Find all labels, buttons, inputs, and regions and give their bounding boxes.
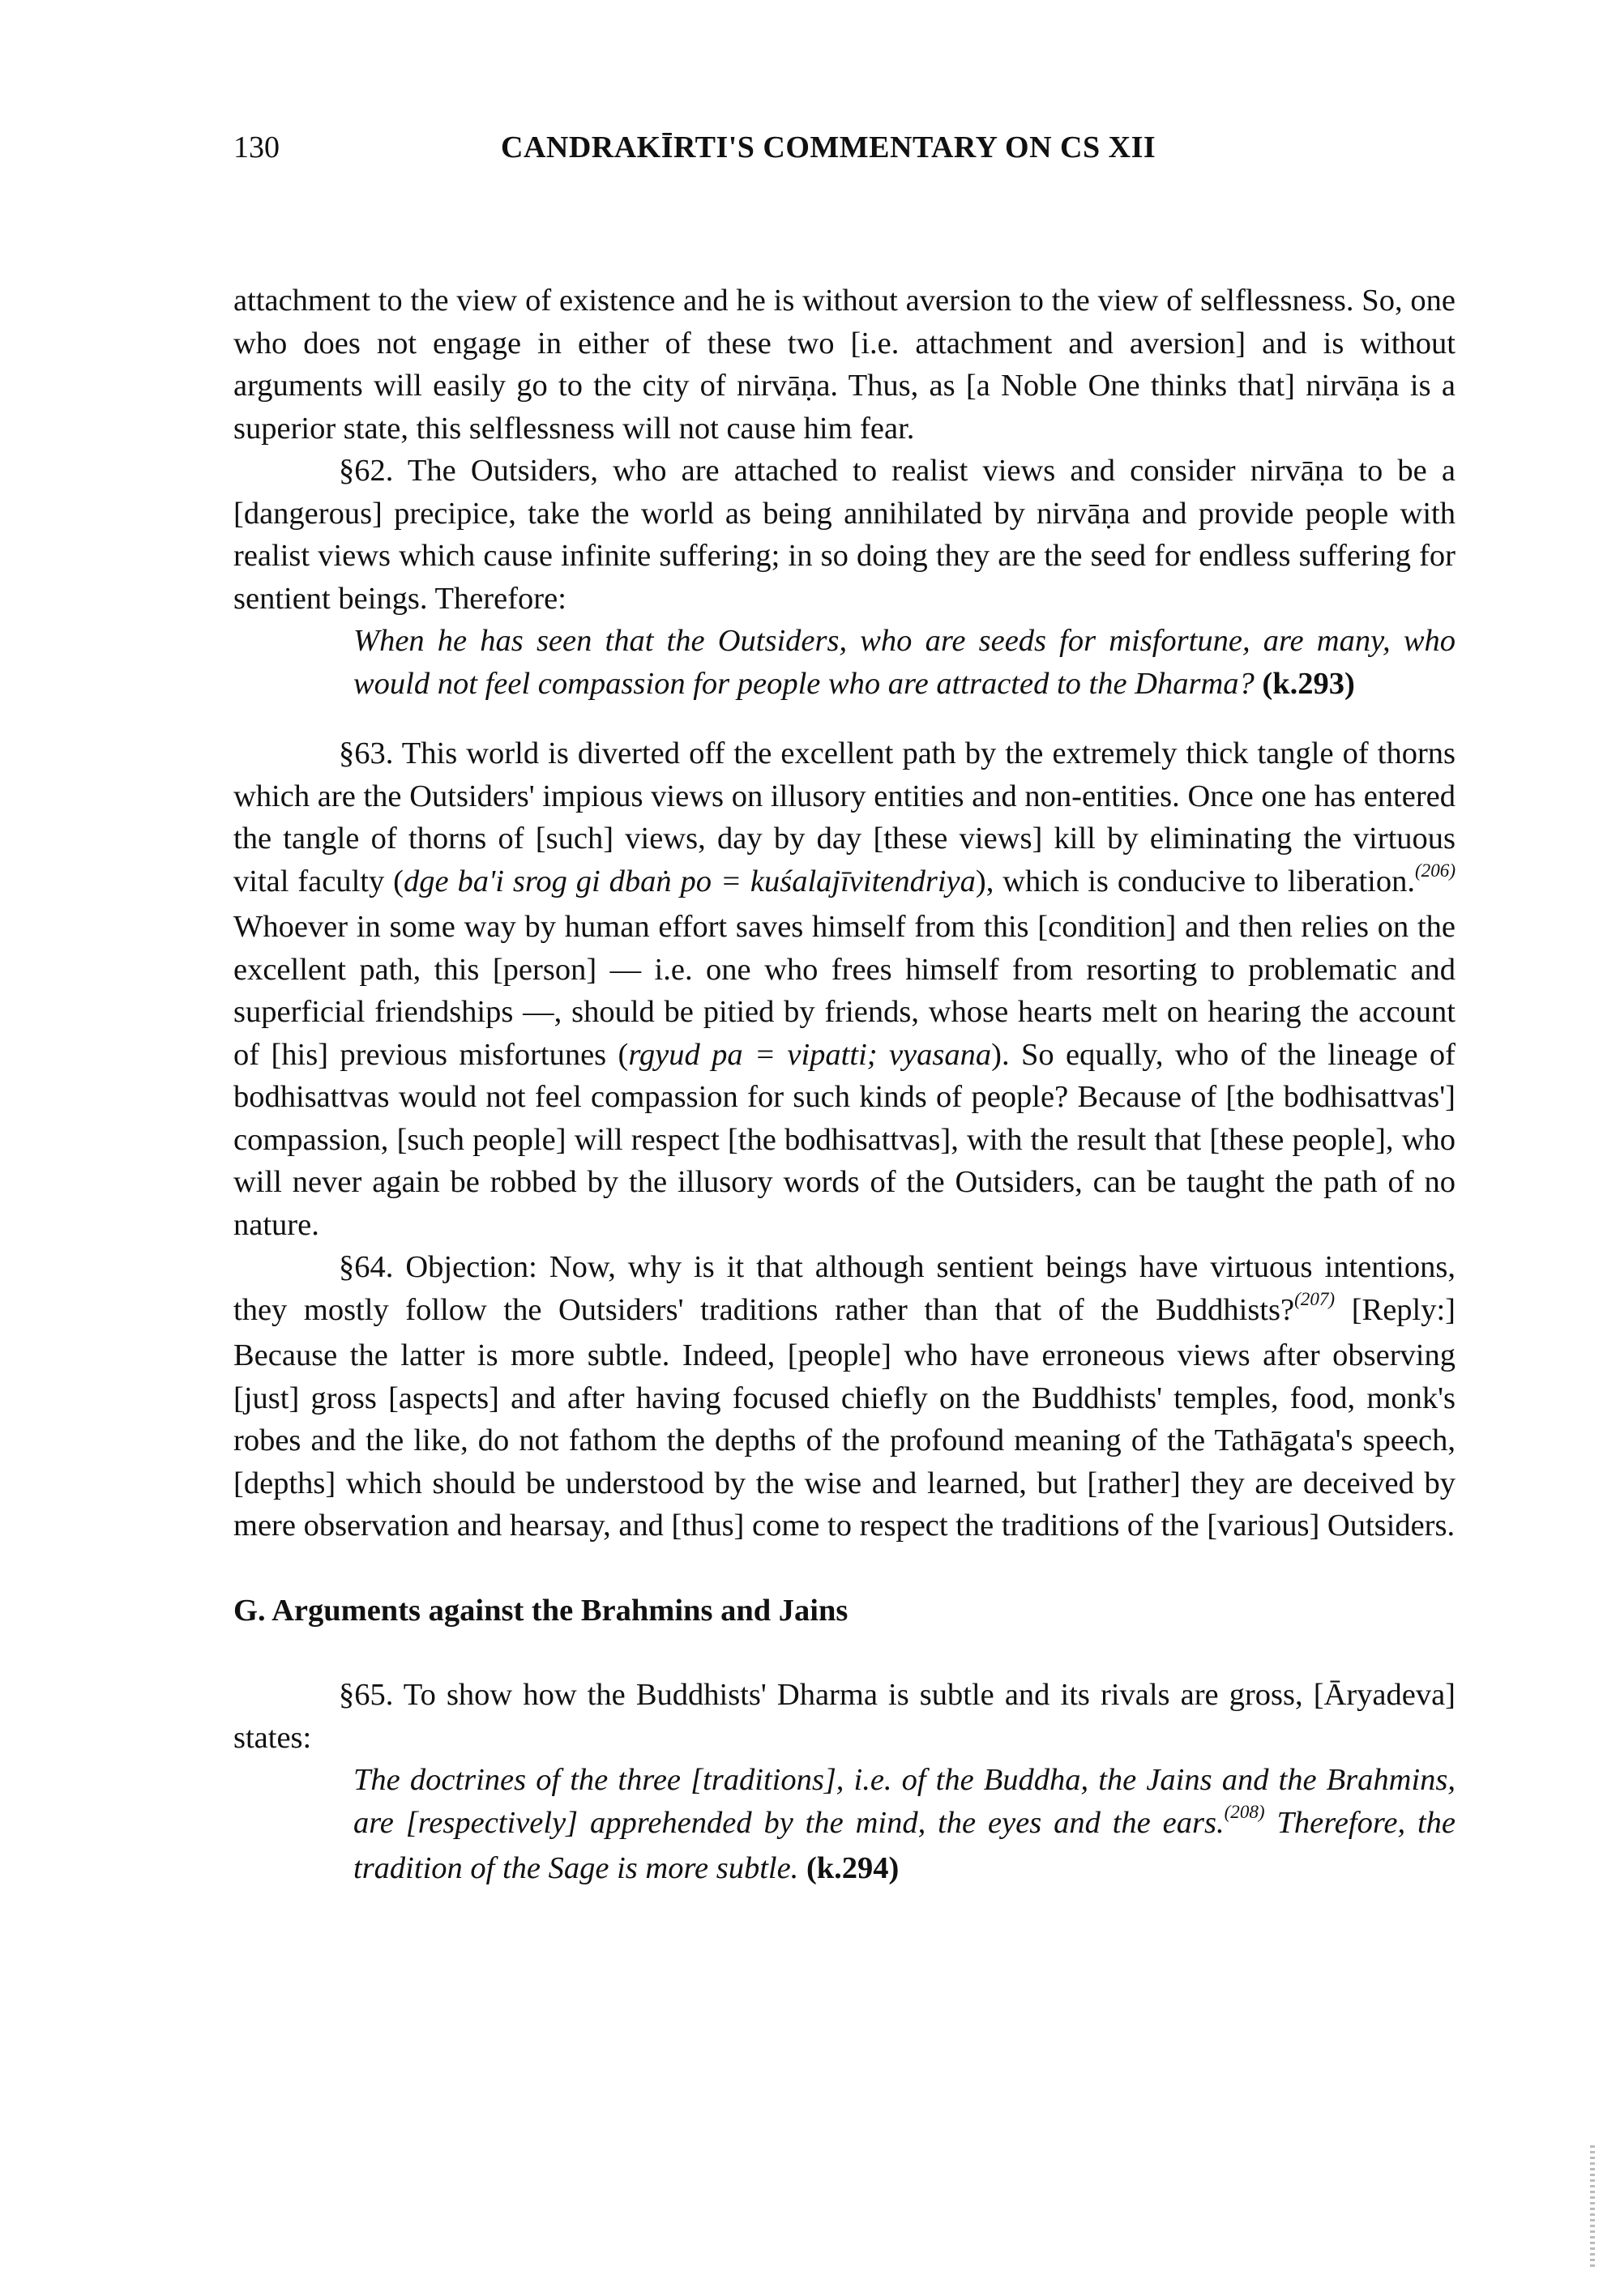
verse-294 xyxy=(353,1759,1456,1890)
spacer xyxy=(233,1632,1456,1674)
text-run: ), which is conducive to liberation. xyxy=(975,864,1415,898)
verse-reference: (k.293) xyxy=(1262,666,1355,701)
spacer xyxy=(233,1547,1456,1590)
scan-edge-mark xyxy=(1590,2145,1595,2267)
text-run: ). So equally, who of the lineage of bodhisattvas would not feel compassion for such kinds of people? Because of [the bodhisattvas'] compassion, [such people] will respect [the bodhisattvas], with the result that [these people], who will never again be robbed by the illusory words of the Outsiders, can be taught the path of no nature. xyxy=(233,1037,1456,1242)
paragraph-65: §65. To show how the Buddhists' Dharma is subtle and its rivals are gross, [Āryadeva] states: xyxy=(233,1678,1456,1755)
text-run: §63. This world is diverted off the excellent path by the extremely thick tangle of thorns which are the Outsiders' impious views on illusory entities and non-entities. Once one has entered the tangle of thorns of [such] views, day by day [these views] kill by eliminating the virtuous vital faculty ( xyxy=(233,736,1456,898)
scan-mark xyxy=(10,10,18,21)
term-tibetan-sanskrit: dge ba'i srog gi dbaṅ po = kuśalajīvitendriya xyxy=(403,864,976,898)
footnote-ref-207: (207) xyxy=(1294,1288,1336,1310)
verse-text: When he has seen that the Outsiders, who are seeds for misfortune, are many, who would not feel compassion for people who are attracted to the Dharma? xyxy=(353,624,1456,701)
paragraph-63 xyxy=(233,732,1456,1246)
paragraph-64 xyxy=(233,1246,1456,1547)
verse-text: The doctrines of the three [traditions], i.e. of the Buddha, the Jains and the Brahmins, are [respectively] apprehended by the mind, the eyes and the ears. xyxy=(353,1763,1456,1840)
paragraph-62: §62. The Outsiders, who are attached to realist views and consider nirvāṇa to be a [dangerous] precipice, take the world as being annihilated by nirvāṇa and provide people with realist views which cause infinite suffering; in so doing they are the seed for endless suffering for sentient beings. Therefore: xyxy=(233,454,1456,616)
verse-293 xyxy=(353,620,1456,705)
verse-reference: (k.294) xyxy=(806,1851,900,1885)
paragraph-continuation: attachment to the view of existence and he is without aversion to the view of selflessness. So, one who does not engage in either of these two [i.e. attachment and aversion] and is without arguments will easily go to the city of nirvāṇa. Thus, as [a Noble One thinks that] nirvāṇa is a superior state, this selflessness will not cause him fear. xyxy=(233,284,1456,446)
spacer xyxy=(233,705,1456,732)
footnote-ref-208: (208) xyxy=(1224,1801,1265,1823)
verse-text: Therefore, the tradition of the Sage is more subtle. xyxy=(353,1805,1456,1885)
running-header xyxy=(233,130,1449,178)
term-tibetan-sanskrit: rgyud pa = vipatti; vyasana xyxy=(628,1037,992,1072)
text-run: §64. Objection: Now, why is it that although sentient beings have virtuous intentions, they mostly follow the Outsiders' traditions rather than that of the Buddhists? xyxy=(233,1250,1456,1327)
page-number: 130 xyxy=(233,130,280,164)
body-text xyxy=(233,280,1456,1890)
section-heading: G. Arguments against the Brahmins and Jains xyxy=(233,1593,849,1628)
running-title: CANDRAKĪRTI'S COMMENTARY ON CS XII xyxy=(501,130,1156,164)
footnote-ref-206: (206) xyxy=(1414,860,1456,881)
text-run: [Reply:] Because the latter is more subtle. Indeed, [people] who have erroneous views after observing [just] gross [aspects] and after having focused chiefly on the Buddhists' temples, food, monk's robes and the like, do not fathom the depths of the profound meaning of the Tathāgata's speech, [depths] which should be understood by the wise and learned, but [rather] they are deceived by mere observation and hearsay, and [thus] come to respect the traditions of the [various] Outsiders. xyxy=(233,1292,1456,1543)
text-run: Whoever in some way by human effort saves himself from this [condition] and then relies on the excellent path, this [person] — i.e. one who frees himself from resorting to problematic and superficial friendships —, should be pitied by friends, whose hearts melt on hearing the account of [his] previous misfortunes ( xyxy=(233,910,1456,1072)
